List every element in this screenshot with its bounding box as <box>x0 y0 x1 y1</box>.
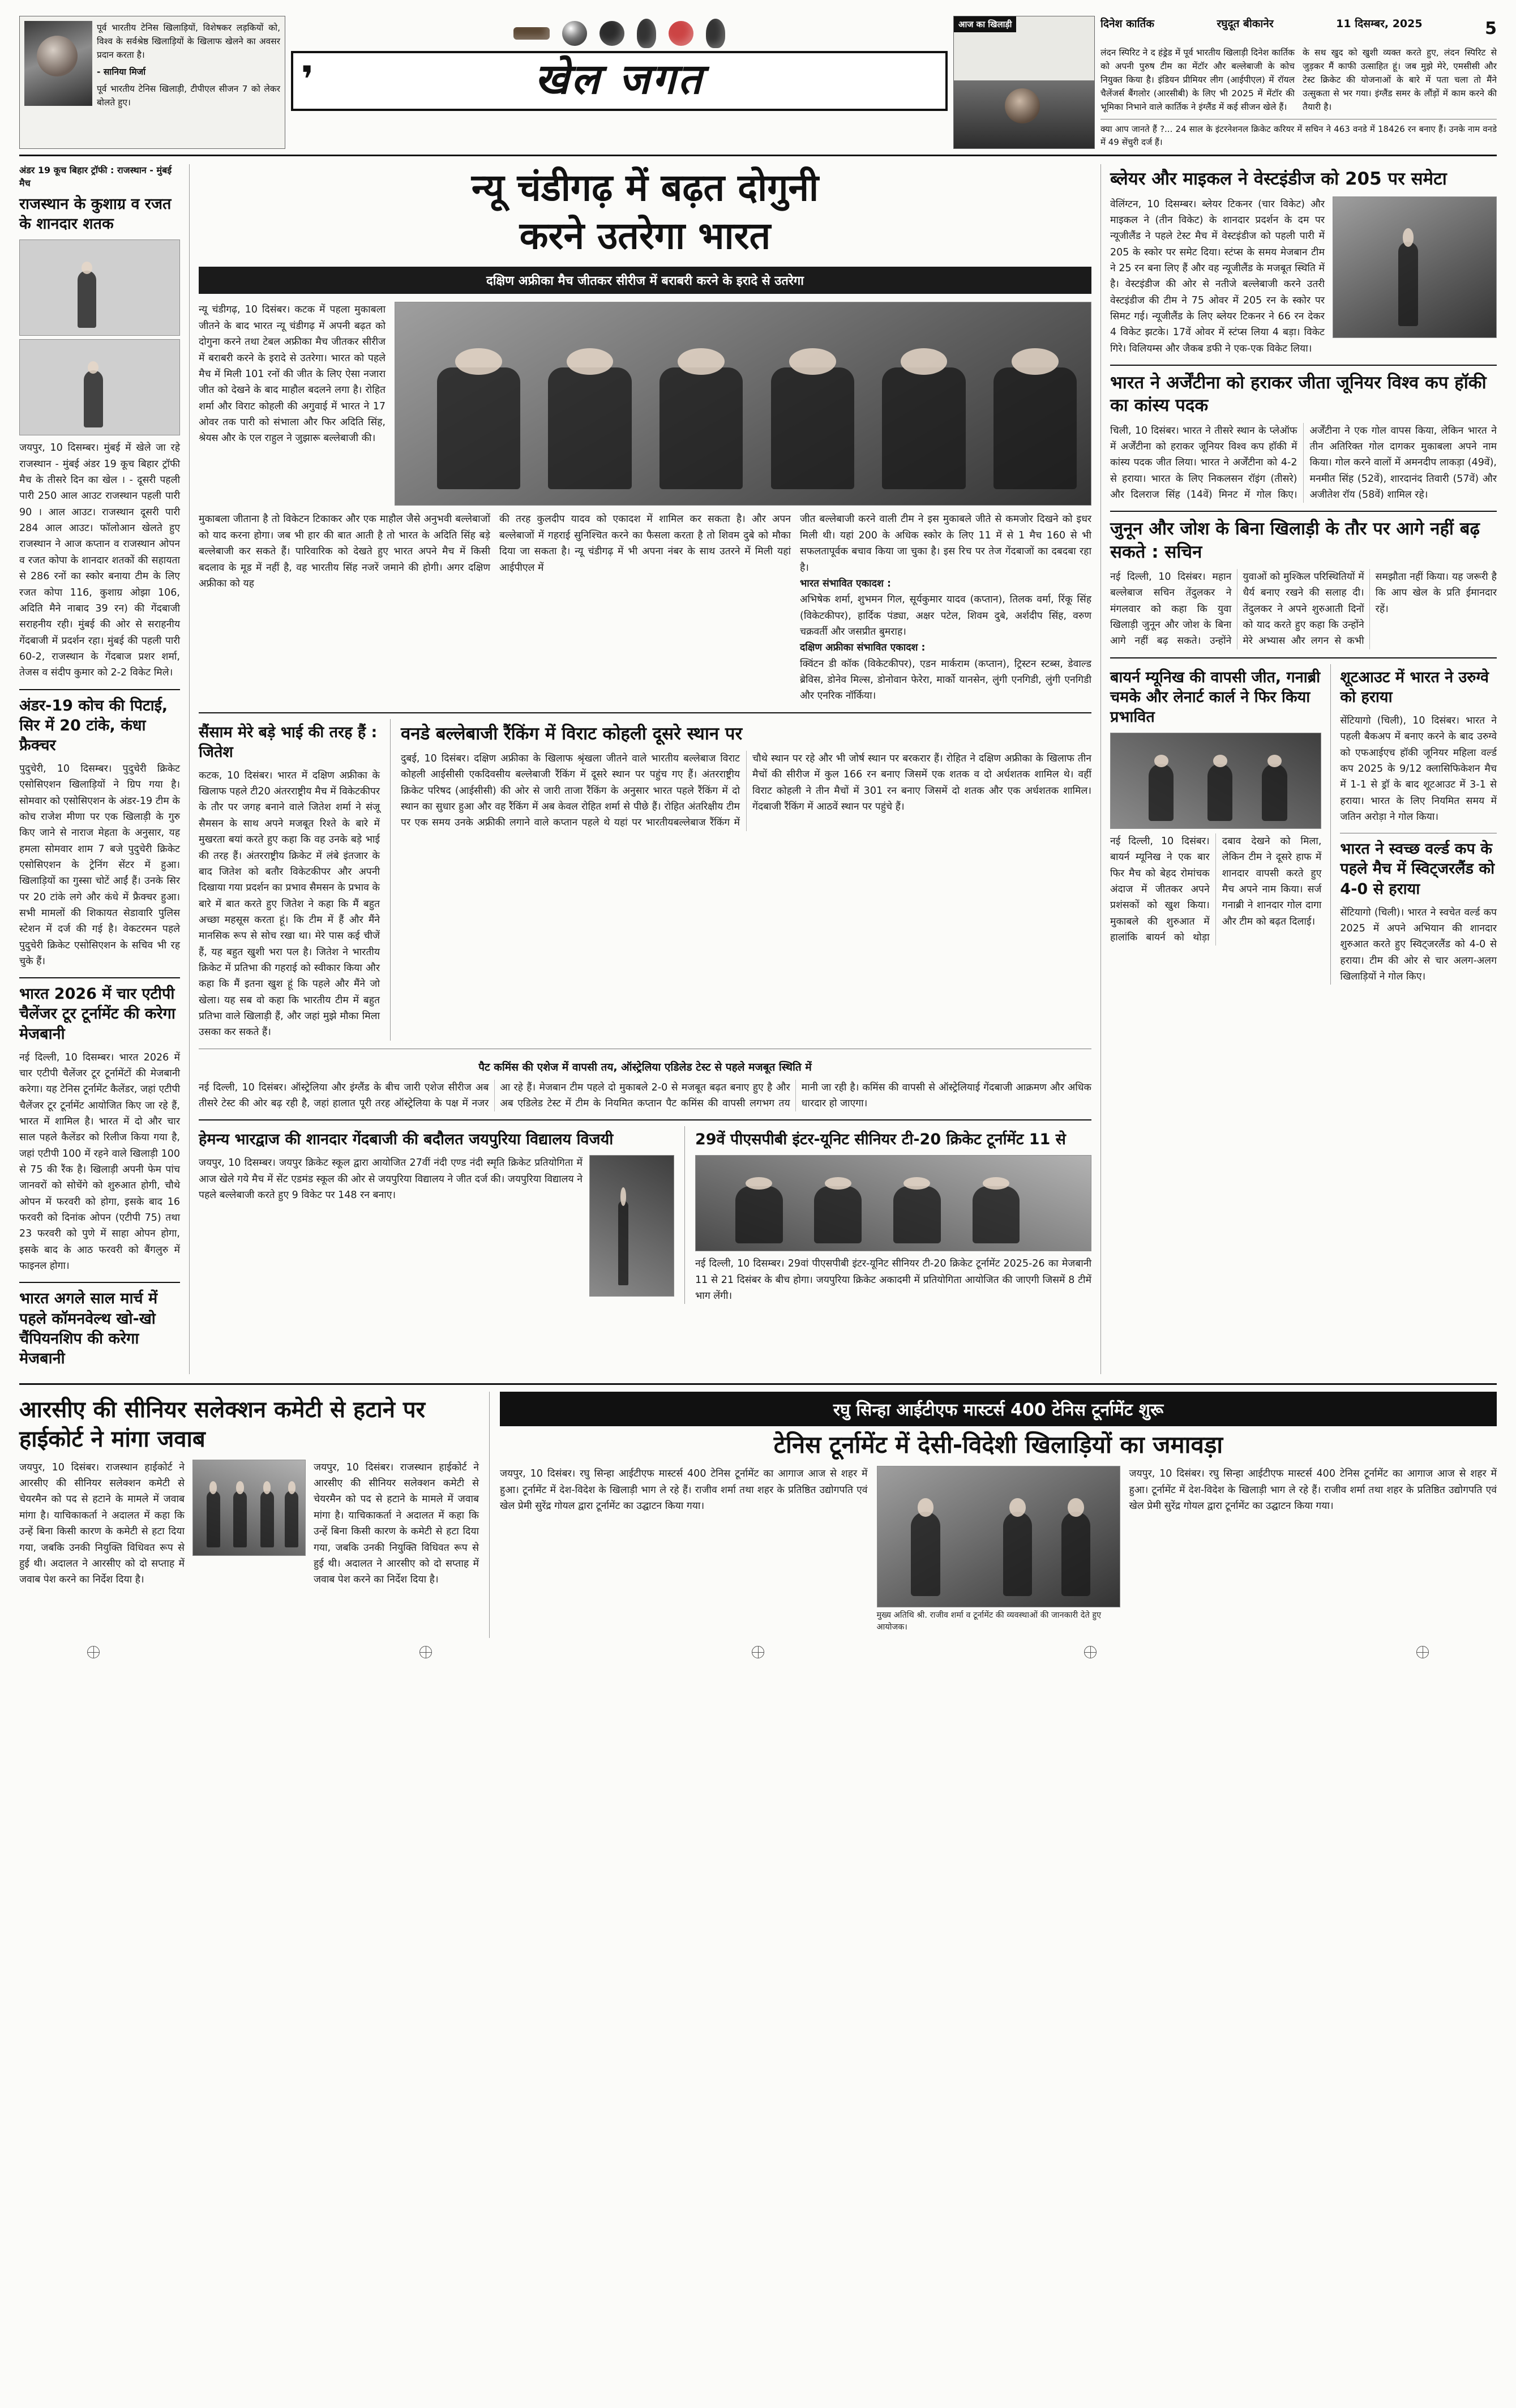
bottom-left-headline: आरसीए की सीनियर सलेक्शन कमेटी से हटाने पर हाईकोर्ट ने मांगा जवाब <box>19 1396 425 1452</box>
right-body-2: नई दिल्ली, 10 दिसंबर। महान बल्लेबाज सचिन तेंदुलकर ने मंगलवार को कहा कि युवा खिलाड़ी जुनून और जोश के बिना आगे नहीं बढ़ सकते। उन्होंने युवाओं को मुश्किल परिस्थितियों में धैर्य बनाए रखने की सलाह दी। तेंदुलकर ने अपने शुरुआती दिनों को याद करते हुए कहा कि उन्होंने मेरे अभ्यास और लगन से कभी समझौता नहीं किया। यह जरूरी है कि आप खेल के प्रति ईमानदार रहें। <box>1110 571 1497 647</box>
squads-sa-list: क्विंटन डी कॉक (विकेटकीपर), एडन मार्कराम (कप्तान), ट्रिस्टन स्टब्स, डेवाल्ड ब्रेविस, डोनेव मिल्स, डोनोवान फेरेरा, मार्को यानसेन, लुंगी एनगिडी, लुंगी एनगिडी और एनरिक नॉर्किया। <box>800 658 1091 702</box>
story-c-body: नई दिल्ली, 10 दिसंबर। ऑस्ट्रेलिया और इंग्लैंड के बीच जारी एशेज सीरीज अब तीसरे टेस्ट की ओर बढ़ रही है, जहां हालात पूरी तरह ऑस्ट्रेलिया के पक्ष में नजर आ रहे हैं। मेजबान टीम पहले दो मुकाबले 2-0 से मजबूत बढ़त बनाए हुए है और अब एडिलेड टेस्ट में टीम के नियमित कप्तान पैट कमिंस की वापसी लगभग तय मानी जा रही है। कमिंस की वापसी से ऑस्ट्रेलियाई गेंदबाजी आक्रमण और अधिक धारदार हो जाएगा। <box>199 1081 1091 1109</box>
sania-mirza-photo <box>24 21 92 106</box>
masthead-story-col1: लंदन स्पिरिट ने द हंड्रेड में पूर्व भारतीय खिलाड़ी दिनेश कार्तिक को अपनी पुरुष टीम का मेंटॉर और बल्लेबाजी के कोच नियुक्त किया है। इंडियन प्रीमियर लीग (आईपीएल) में रॉयल चैलेंजर्स बैंगलोर (आरसीबी) के लिए भी 2025 में मेंटॉर की भूमिका निभाने वाले कार्तिक ने इंग्लैंड में कई सीजन खेले हैं। <box>1100 47 1295 113</box>
right-headline-1: ब्लेयर और माइकल ने वेस्टइंडीज को 205 पर समेटा <box>1110 169 1447 190</box>
psbb-team-photo <box>695 1155 1091 1251</box>
story-e-headline: 29वें पीएसपीबी इंटर-यूनिट सीनियर टी-20 क्रिकेट टूर्नामेंट 11 से <box>695 1131 1066 1149</box>
lead-body-col2: मुकाबला जीताना है तो विकेटन टिकाकर और एक माहौल जैसे अनुभवी बल्लेबाजों को याद करना होगा। जब भी हार की बात आती है तो भारत के अदिति सिंह बड़े बल्लेबाजी कर सकते हैं। पारिवारिक को देखते हुए भारत अपने मैच में किसी बदलाव के मूड में नहीं है, वह भारतीय सिंह नजरें जमाने की होगी। अगर दक्षिण अफ्रीका को यह <box>199 514 490 589</box>
lead-body-col4: जीत बल्लेबाजी करने वाली टीम ने इस मुकाबले जीते से कमजोर दिखने को इधर मिली थी। यहां 200 के अधिक स्कोर के लिए 11 में से 1 मैच 160 से भी सफलतापूर्वक बचाव किया जा चुका है। इस रिच पर तेज गेंदबाजों का दबदबा रहा है। <box>800 514 1091 574</box>
india-team-celebration-photo <box>395 302 1091 506</box>
masthead-promo-box <box>19 16 285 149</box>
squads-india-title: भारत संभावित एकादश : <box>800 578 891 589</box>
right-headline-4: शूटआउट में भारत ने उरुग्वे को हराया <box>1340 668 1489 706</box>
crop-mark <box>419 1646 432 1658</box>
masthead-center <box>291 16 948 149</box>
squads-sa-title: दक्षिण अफ्रीका संभावित एकादश : <box>800 642 926 654</box>
sports-icons-strip <box>291 16 948 51</box>
tennis-band-headline: रघु सिन्हा आईटीएफ मास्टर्स 400 टेनिस टूर्नामेंट शुरू <box>500 1392 1497 1426</box>
left-headline-2: अंडर-19 कोच की पिटाई, सिर में 20 टांके, कंधा फ्रैक्चर <box>19 696 168 754</box>
crop-mark <box>1084 1646 1097 1658</box>
bottom-left-body-cont: जयपुर, 10 दिसंबर। राजस्थान हाईकोर्ट ने आरसीए की सीनियर सलेक्शन कमेटी से चेयरमैन को पद से हटाने के मामले में जवाब मांगा है। याचिकाकर्ता ने अदालत में कहा कि उन्हें बिना किसी कारण के कमेटी से हटा दिया गया, जबकि उनकी नियुक्ति विधिवत रूप से हुई थी। अदालत ने आरसीए को दो सप्ताह में जवाब पेश करने का निर्देश दिया है। <box>314 1461 479 1586</box>
main-content-grid <box>19 164 1497 1374</box>
today-player-name: दिनेश कार्तिक <box>1100 18 1154 30</box>
page-number: 5 <box>1485 19 1497 39</box>
masthead-story-col2: के सथ खुद को खुशी व्यक्त करते हुए, लंदन स्पिरिट से जुड़कर मैं काफी उत्साहित हूं। जब मुझे मेरे, एमसीसी और टेस्ट क्रिकेट की योजनाओं के बारे में पता चला तो मैंने उत्सुकता से भर गया। इंग्लैंड समर के लौंड़ों में काम करने की तैयारी है। <box>1303 47 1497 113</box>
crop-mark <box>752 1646 764 1658</box>
lead-headline-line1: न्यू चंडीगढ़ में बढ़त दोगुनी <box>471 166 819 210</box>
right-body-4: सेंटियागो (चिली), 10 दिसंबर। भारत ने पहली बैकअप में बनाए करने के बाद उरुग्वे को एफआईएच हॉकी जूनियर महिला वर्ल्ड कप 2025 के 9/12 क्लासिफिकेशन मैच में 1-1 से ड्रॉ के बाद शूटआउट में 3-1 से हराया। भारत के लिए नियमित समय में जतिन अरोड़ा ने गोल किया। <box>1340 715 1497 823</box>
masthead-right <box>1100 16 1497 149</box>
right-headline-6: भारत ने अर्जेंटीना को हराकर जीता जूनियर विश्व कप हॉकी का कांस्य पदक <box>1110 373 1487 416</box>
section-logo-band <box>291 51 948 111</box>
tennis-players-photo <box>877 1466 1120 1607</box>
story-e-body: नई दिल्ली, 10 दिसम्बर। 29वां पीएसपीबी इंटर-यूनिट सीनियर टी-20 क्रिकेट टूर्नामेंट 2025-26 का मेजबानी 11 से 21 दिसंबर के बीच होगा। जयपुरिया क्रिकेट अकादमी में प्रतियोगिता आयोजित की जाएगी जिसमें 8 टीमें भाग लेंगी। <box>695 1258 1091 1302</box>
bottom-right-body: जयपुर, 10 दिसंबर। रघु सिन्हा आईटीएफ मास्टर्स 400 टेनिस टूर्नामेंट का आगाज आज से शहर में हुआ। टूर्नामेंट में देश-विदेश के खिलाड़ी भाग ले रहे हैं। राजीव शर्मा तथा शहर के प्रतिष्ठित उद्योगपति एवं खेल प्रेमी सुरेंद्र गोयल द्वारा टूर्नामेंट का उद्घाटन किया गया। <box>500 1468 868 1512</box>
story-b-headline: वनडे बल्लेबाजी रैंकिंग में विराट कोहली दूसरे स्थान पर <box>401 723 743 744</box>
right-headline-3: बायर्न म्यूनिख की वापसी जीत, गनाब्री चमके और लेनार्ट कार्ल ने फिर किया प्रभावित <box>1110 668 1321 726</box>
football-match-photo <box>1110 733 1321 829</box>
left-body-1: जयपुर, 10 दिसम्बर। मुंबई में खेले जा रहे राजस्थान - मुंबई अंडर 19 कूच बिहार ट्रॉफी मैच के तीसरे दिन का खेल । - दूसरी पहली पारी 250 आल आउट राजस्थान पहली पारी 90 । आल आउट। राजस्थान दूसरी पारी 284 आल आउट। फॉलोआन खेलते हुए राजस्थान ने आज कप्तान व राजस्थान ओपन व रजत कोपा के शानदार शतकों की सहायता से 286 रनों का स्कोर बनाया टीम के लिए रजत कोपा 116, कुशाग्र ओझा 106, अदिति मैने नाबाद 39 रन) की गेंदबाजी सराहनीय रही। मुंबई की ओर से सराहनीय गेंदबाजी में प्रदर्शन रहा। मुंबई की पहली पारी 60-2, राजस्थान के गेंदबाज प्रशर शर्मा, तेजस व संदीप कुमार को 2-2 विकेट मिले। <box>19 442 180 679</box>
section-logo-text: खेल जगत <box>534 55 704 104</box>
football-icon <box>599 21 624 46</box>
did-you-know-box: क्या आप जानते हैं ?... 24 साल के इंटरनेशनल क्रिकेट करियर में सचिन ने 463 वनडे में 18426 रन बनाए हैं। उनके नाम वनडे में 49 सेंचुरी दर्ज हैं। <box>1100 119 1497 149</box>
badminton-racket-icon <box>637 19 656 48</box>
story-c-headline: पैट कमिंस की एशेज में वापसी तय, ऑस्ट्रेलिया एडिलेड टेस्ट से पहले मजबूत स्थिति में <box>478 1060 812 1073</box>
dinesh-karthik-photo <box>954 80 1094 148</box>
masthead-promo-text <box>97 21 280 144</box>
crop-mark <box>87 1646 100 1658</box>
right-body-5: सेंटियागो (चिली)। भारत ने स्वचेत वर्ल्ड कप 2025 में अपने अभियान की शानदार शुरुआत करते हुए स्विट्जरलैंड को 4-0 से हराया। टीम की ओर से चार अलग-अलग खिलाड़ियों ने गोल किए। <box>1340 906 1497 983</box>
today-player-tag: आज का खिलाड़ी <box>954 16 1016 32</box>
basketball-icon <box>669 21 693 46</box>
publication-name: रघुदूत बीकानेर <box>1217 18 1274 30</box>
story-d-headline: हेमन्य भारद्वाज की शानदार गेंदबाजी की बदौलत जयपुरिया विद्यालय विजयी <box>199 1131 614 1149</box>
bottom-left-story <box>19 1392 489 1639</box>
promo-quote: पूर्व भारतीय टेनिस खिलाड़ियों, विशेषकर लड़कियों को, विश्व के सर्वश्रेष्ठ खिलाड़ियों के खिलाफ खेलने का अवसर प्रदान करता है। <box>97 23 280 61</box>
under19-coach-photo <box>19 339 180 435</box>
bottom-right-story <box>489 1392 1497 1639</box>
cricket-bat-icon <box>513 27 550 40</box>
officials-group-photo <box>192 1460 306 1556</box>
squads-india-list: अभिषेक शर्मा, शुभमन गिल, सूर्यकुमार यादव (कप्तान), तिलक वर्मा, रिंकू सिंह (विकेटकीपर), हार्दिक पंड्या, अक्षर पटेल, शिवम दुबे, अर्शदीप सिंह, वरुण चक्रवर्ती और जसप्रीत बुमराह। <box>800 594 1091 638</box>
left-column <box>19 164 189 1374</box>
left-body-3: नई दिल्ली, 10 दिसम्बर। भारत 2026 में चार एटीपी चैलेंजर टूर टूर्नामेंटों की मेजबानी करेगा। यह टेनिस टूर्नामेंट कैलेंडर, जहां एटीपी चैलेंजर टूर टूर्नामेंट आयोजित किए जा रहे हैं, भारत में शामिल है। भारत में दो और चार साल पहले कैलेंडर को रिलीज किया गया है, जहां एटीपी 100 में रहने वाले खिलाड़ी 100 से 75 की रैंक है। खिलाड़ी अपनी फेम पांच जानवरों को सोचेंगे को शुरुआत होगी, चौथे ओपन में फरवरी को होगा, इसके बाद 16 फरवरी को दिनांक ओपन (एटीपी 75) तथा 23 फरवरी को पुणे में साहा ओपन होगा, इसके बाद के आठ फरवरी को बैंगलुरु में फाइनल होगा। <box>19 1051 180 1272</box>
right-body-1: वेलिंग्टन, 10 दिसम्बर। ब्लेयर टिकनर (चार विकेट) और माइकल ने (तीन विकेट) के शानदार प्रदर्शन के दम पर न्यूजीलैंड ने पहले टेस्ट मैच में वेस्टइंडीज को पहली पारी में 205 के स्कोर पर समेट दिया। स्टंप्स के समय मेजबान टीम ने 25 रन बना लिए हैं और वह न्यूजीलैंड के मजबूत स्थिति में है। वेस्टइंडीज की ओर से नतीजे बल्लेबाजी करने उतरी वेस्टइंडीज की टीम ने 75 ओवर में 205 रन के स्कोर पर सिमट गई। न्यूजीलैंड के लिए ब्लेयर टिकनर ने 66 रन देकर 4 विकेट झटके। 17वें ओवर में स्टंप्स लिया 4 बड़ा। विकेट गिरे। विलियम्स और जैकब डफी ने एक-एक विकेट लिया। <box>1110 198 1325 354</box>
center-column <box>189 164 1100 1374</box>
lead-subheadline: दक्षिण अफ्रीका मैच जीतकर सीरीज में बराबरी करने के इरादे से उतरेगा <box>199 267 1091 294</box>
cricket-fielder-photo <box>1333 196 1497 338</box>
right-column <box>1100 164 1497 1374</box>
cricket-ball-icon <box>562 21 587 46</box>
tennis-photo-caption: मुख्य अतिथि श्री. राजीव शर्मा व टूर्नामेंट की व्यवस्थाओं की जानकारी देते हुए आयोजक। <box>876 1611 1102 1632</box>
masthead <box>19 16 1497 156</box>
right-headline-5: भारत ने स्वच्छ वर्ल्ड कप के पहले मैच में स्विट्जरलैंड को 4-0 से हराया <box>1340 840 1495 898</box>
right-body-6: चिली, 10 दिसंबर। भारत ने तीसरे स्थान के प्लेऑफ में अर्जेंटीना को हराकर जूनियर विश्व कप हॉकी में कांस्य पदक जीत लिया। भारत ने अर्जेंटीना को 4-2 से हराया। भारत के लिए निकलसन रॉइंग (तीसरे) और दिलराज सिंह (14वें) मिनट में गोल किए। अर्जेंटीना ने एक गोल वापस किया, लेकिन भारत ने तीन अतिरिक्त गोल दागकर मुकाबला अपने नाम किया। गोल करने वालों में अमनदीप लाकड़ा (49वें), मनमीत सिंह (52वें), शारदानंद तिवारी (57वें) और अजीतेश रॉय (58वें) शामिल रहे। <box>1110 425 1497 501</box>
right-body-3: नई दिल्ली, 10 दिसंबर। बायर्न म्यूनिख ने एक बार फिर मैच को बेहद रोमांचक अंदाज में जीतकर अपने प्रशंसकों को खुश किया। मुकाबले की शुरुआत में हालांकि बायर्न को थोड़ा दबाव देखने को मिला, लेकिन टीम ने दूसरे हाफ में शानदार वापसी करते हुए मैच अपने नाम किया। सर्ज गनाब्री ने शानदार गोल दागा और टीम को बढ़त दिलाई। <box>1110 836 1322 944</box>
story-d-body: जयपुर, 10 दिसम्बर। जयपुर क्रिकेट स्कूल द्वारा आयोजित 27वीं नंदी एण्ड नंदी स्मृति क्रिकेट प्रतियोगिता में आज खेले गये मैच में सेंट एडमंड स्कूल की ओर से जयपुरिया विद्यालय ने जीत दर्ज की। जयपुरिया विद्यालय ने पहले बल्लेबाजी करते हुए 9 विकेट पर 148 रन बनाए। <box>199 1157 583 1201</box>
story-a-body: कटक, 10 दिसंबर। भारत में दक्षिण अफ्रीका के खिलाफ पहले टी20 अंतरराष्ट्रीय मैच में विकेटकीपर के तौर पर जगह बनाने वाले जितेश शर्मा ने संजू सैमसन के साथ अपने मजबूत रिश्ते के बारे में मुखरता बयां करते हुए कहा कि वह उनके बड़े भाई की तरह हैं। अंतरराष्ट्रीय क्रिकेट में लंबे इंतजार के बाद जितेश को बतौर विकेटकीपर और अपनी दिखाया गया प्रदर्शन का प्रभाव सैमसन के प्रभाव के बारे में बात करते हुए जितेश ने कहा कि मैं बहुत अच्छा महसूस करता हूं। कि टीम में हैं और मैंने मानसिक रूप से सोच रखा था। मेरे पास कई चीजें हैं, यह बहुत खुशी भरा पल है। जितेश ने भारतीय क्रिकेट में प्रतिभा की गहराई को स्वीकार किया और कहा कि मैं इतना खुश हूं कि पहले और मैंने जो खेला। यह सब वो कहा कि भारतीय टीम में बहुत प्रतिभा वाले खिलाड़ी हैं, और जहां मुझे मौका मिला उसका कर सकते हैं। <box>199 769 380 1038</box>
story-a-headline: सैंसाम मेरे बड़े भाई की तरह हैं : जितेश <box>199 723 378 761</box>
tennis-racket-icon <box>706 19 725 48</box>
registration-marks <box>19 1638 1497 1658</box>
story-b-body: दुबई, 10 दिसंबर। दक्षिण अफ्रीका के खिलाफ श्रृंखला जीतने वाले भारतीय बल्लेबाज विराट कोहली आईसीसी एकदिवसीय बल्लेबाजी रैंकिंग में दूसरे स्थान पर पहुंच गए हैं। अंतरराष्ट्रीय क्रिकेट परिषद (आईसीसी) की ओर से जारी ताजा रैंकिंग के अनुसार भारत पहले रैंकिंग में दो स्थान का सुधार हुआ और वह रैंकिंग में अब केवल रोहित शर्मा से पीछे हैं। रोहित अंतरिक्षीय टीम पर एक समय उनके अफ्रीकी लगाने वाले कप्तान पहले थे यहां पर भारतीयबल्लेबाज रैंकिंग में चौथे स्थान पर रहे और भी जोर्ष स्थान पर बरकरार हैं। रोहित ने दक्षिण अफ्रीका के खिलाफ तीन मैचों की सीरीज में कुल 166 रन बनाए जिसमें एक शतक व दो अर्धशतक शामिल थे। वहीं विराट कोहली ने तीन मैचों में 301 रन बनाए जिसमें दो शतक और एक अर्धशतक शामिल। गेंदबाजी रैंकिंग में आठवें स्थान पर पहुंचे हैं। <box>401 752 1091 829</box>
bottom-right-body-cont: जयपुर, 10 दिसंबर। रघु सिन्हा आईटीएफ मास्टर्स 400 टेनिस टूर्नामेंट का आगाज आज से शहर में हुआ। टूर्नामेंट में देश-विदेश के खिलाड़ी भाग ले रहे हैं। राजीव शर्मा तथा शहर के प्रतिष्ठित उद्योगपति एवं खेल प्रेमी सुरेंद्र गोयल द्वारा टूर्नामेंट का उद्घाटन किया गया। <box>1129 1468 1497 1512</box>
left-headline-4: भारत अगले साल मार्च में पहले कॉमनवेल्थ खो-खो चैंपियनशिप की करेगा मेजबानी <box>19 1290 158 1367</box>
left-body-2: पुदुचेरी, 10 दिसम्बर। पुदुचेरी क्रिकेट एसोसिएशन खिलाड़ियों ने ग्रिप गया है। सोमवार को एसोसिएशन के अंडर-19 टीम के कोच राजेश मीणा पर एक खिलाड़ी के गुरु किए जाने से नाराज मेहता के अनुसार, यह हमला सोमवार शाम 7 बजे पुदुचेरी क्रिकेट एसोसिएशन के ट्रेनिंग सेंटर में हुआ। खिलाड़ियों का गुस्सा चोटें आईं हैं। उनके सिर पर 20 टांके लगे और कंधे में फ्रैक्चर हुआ। सभी मामलों की शिकायत सेडावारि पुलिस स्टेशन में दर्ज की गई है। वेकटरमन पहले पुदुचेरी क्रिकेट एसोसिएशन के सचिव भी रह चुके हैं। <box>19 763 180 967</box>
issue-date: 11 दिसम्बर, 2025 <box>1336 18 1423 30</box>
lead-body-col1: न्यू चंडीगढ़, 10 दिसंबर। कटक में पहला मुकाबला जीतने के बाद भारत न्यू चंडीगढ़ में अपनी बढ़त को दोगुना करने तथा टेबल अफ्रीका मैच जीतकर सीरीज में बराबरी करने के इरादे से उतरेगा। भारत को पहले मैच में मिली 101 रनों की जीत के लिए ऐसा नजारा जीत को देखने के बाद माहौल बदलने लगा है। रोहित शर्मा और विराट कोहली की अगुवाई में भारत ने 17 ओवर तक पारी को संभाला और फिर अदिति सिंह, श्रेयस और के एल राहुल ने जुझारू बल्लेबाजी की। <box>199 304 386 444</box>
bottom-left-body: जयपुर, 10 दिसंबर। राजस्थान हाईकोर्ट ने आरसीए की सीनियर सलेक्शन कमेटी से चेयरमैन को पद से हटाने के मामले में जवाब मांगा है। याचिकाकर्ता ने अदालत में कहा कि उन्हें बिना किसी कारण के कमेटी से हटा दिया गया, जबकि उनकी नियुक्ति विधिवत रूप से हुई थी। अदालत ने आरसीए को दो सप्ताह में जवाब पेश करने का निर्देश दिया है। <box>19 1461 185 1586</box>
today-player-box <box>953 16 1095 149</box>
right-headline-2: जुनून और जोश के बिना खिलाड़ी के तौर पर आगे नहीं बढ़ सकते : सचिन <box>1110 519 1480 562</box>
quote-decoration-icon: ❜ <box>301 59 314 101</box>
promo-subtext: पूर्व भारतीय टेनिस खिलाड़ी, टीपीएल सीजन 7 को लेकर बोलते हुए। <box>97 84 280 108</box>
under19-player-photo <box>19 239 180 336</box>
lead-body-col3: की तरह कुलदीप यादव को एकादश में शामिल कर सकता है। और अपन बल्लेबाजों में गहराई सुनिश्चित करने का फैसला करता है तो शिवम दुबे को मौका दिया जा सकता है। न्यू चंडीगढ़ में भी अपना नंबर के साथ उतरने में मिली यहां आईपीएल में <box>499 514 791 574</box>
left-headline-1: राजस्थान के कुशाग्र व रजत के शानदार शतक <box>19 195 172 233</box>
lead-headline-line2: करने उतरेगा भारत <box>519 213 771 258</box>
bottom-section <box>19 1392 1497 1639</box>
bottom-right-headline: टेनिस टूर्नामेंट में देसी-विदेशी खिलाड़ियों का जमावड़ा <box>773 1430 1223 1459</box>
left-headline-3: भारत 2026 में चार एटीपी चैलेंजर टूर टूर्नामेंट की करेगा मेजबानी <box>19 985 175 1043</box>
school-cricket-player-photo <box>589 1155 674 1297</box>
crop-mark <box>1416 1646 1429 1658</box>
promo-source: - सानिया मिर्जा <box>97 67 146 78</box>
left-kicker-1: अंडर 19 कूच बिहार ट्रॉफी : राजस्थान - मुंबई मैच <box>19 165 172 189</box>
